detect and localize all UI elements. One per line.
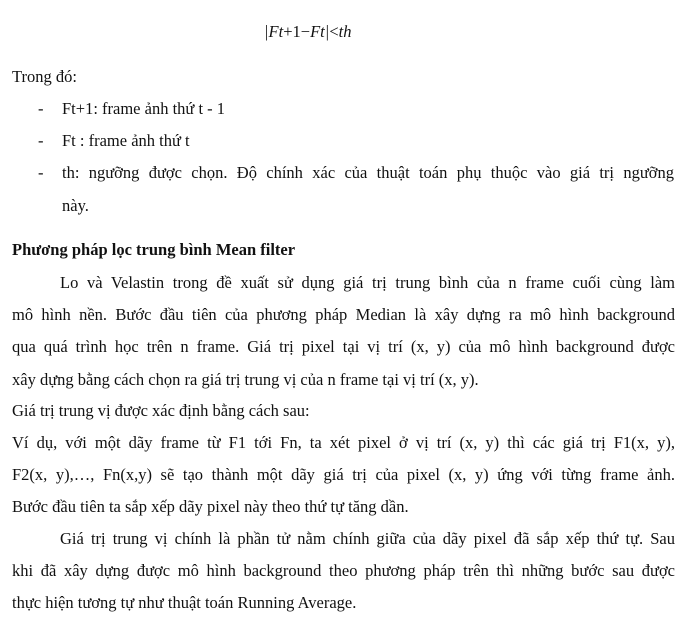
bullet-marker: - — [38, 131, 44, 150]
paragraph-line: thực hiện tương tự như thuật toán Running Average. — [12, 593, 357, 612]
paragraph-line: khi đã xây dựng được mô hình background theo phương pháp trên thì những bước sau được — [12, 561, 675, 580]
bullet-marker: - — [38, 99, 44, 118]
paragraph-line: mô hình nền. Bước đầu tiên của phương pháp Median là xây dựng ra mô hình background — [12, 305, 675, 324]
abs-open: | — [264, 22, 269, 41]
less-than: < — [329, 22, 339, 41]
bullet-item: Ft : frame ảnh thứ t — [62, 131, 190, 150]
threshold: th — [338, 22, 352, 41]
threshold-formula — [264, 22, 351, 42]
bullet-item: Ft+1: frame ảnh thứ t - 1 — [62, 99, 226, 118]
plus-one: +1 — [283, 22, 301, 41]
paragraph-line: Lo và Velastin trong đề xuất sử dụng giá trị trung bình của n frame cuối cùng làm — [60, 273, 675, 292]
intro-text: Trong đó: — [12, 67, 77, 86]
paragraph-line: Bước đầu tiên ta sắp xếp dãy pixel này theo thứ tự tăng dần. — [12, 497, 409, 516]
paragraph-line: qua quá trình học trên n frame. Giá trị pixel tại vị trí (x, y) của mô hình background được — [12, 337, 675, 356]
minus-sign: − — [300, 22, 311, 41]
paragraph-line: xây dựng bằng cách chọn ra giá trị trung vị của n frame tại vị trí (x, y). — [12, 370, 479, 389]
bullet-marker: - — [38, 163, 44, 182]
frame-next: Ft — [268, 22, 284, 41]
paragraph-line: Giá trị trung vị được xác định bằng cách sau: — [12, 401, 310, 420]
abs-close: | — [324, 22, 330, 41]
bullet-item-continued: này. — [62, 196, 89, 215]
bullet-item: th: ngưỡng được chọn. Độ chính xác của thuật toán phụ thuộc vào giá trị ngưỡng — [62, 163, 674, 182]
paragraph-line: Giá trị trung vị chính là phần tử nằm chính giữa của dãy pixel đã sắp xếp thứ tự. Sau — [60, 529, 675, 548]
paragraph-line: Ví dụ, với một dãy frame từ F1 tới Fn, ta xét pixel ở vị trí (x, y) thì các giá trị F1(x, y), — [12, 433, 675, 452]
paragraph-line: F2(x, y),…, Fn(x,y) sẽ tạo thành một dãy giá trị của pixel (x, y) ứng với từng frame ảnh. — [12, 465, 675, 484]
section-heading: Phương pháp lọc trung bình Mean filter — [12, 240, 296, 259]
frame-current: Ft — [310, 22, 325, 41]
